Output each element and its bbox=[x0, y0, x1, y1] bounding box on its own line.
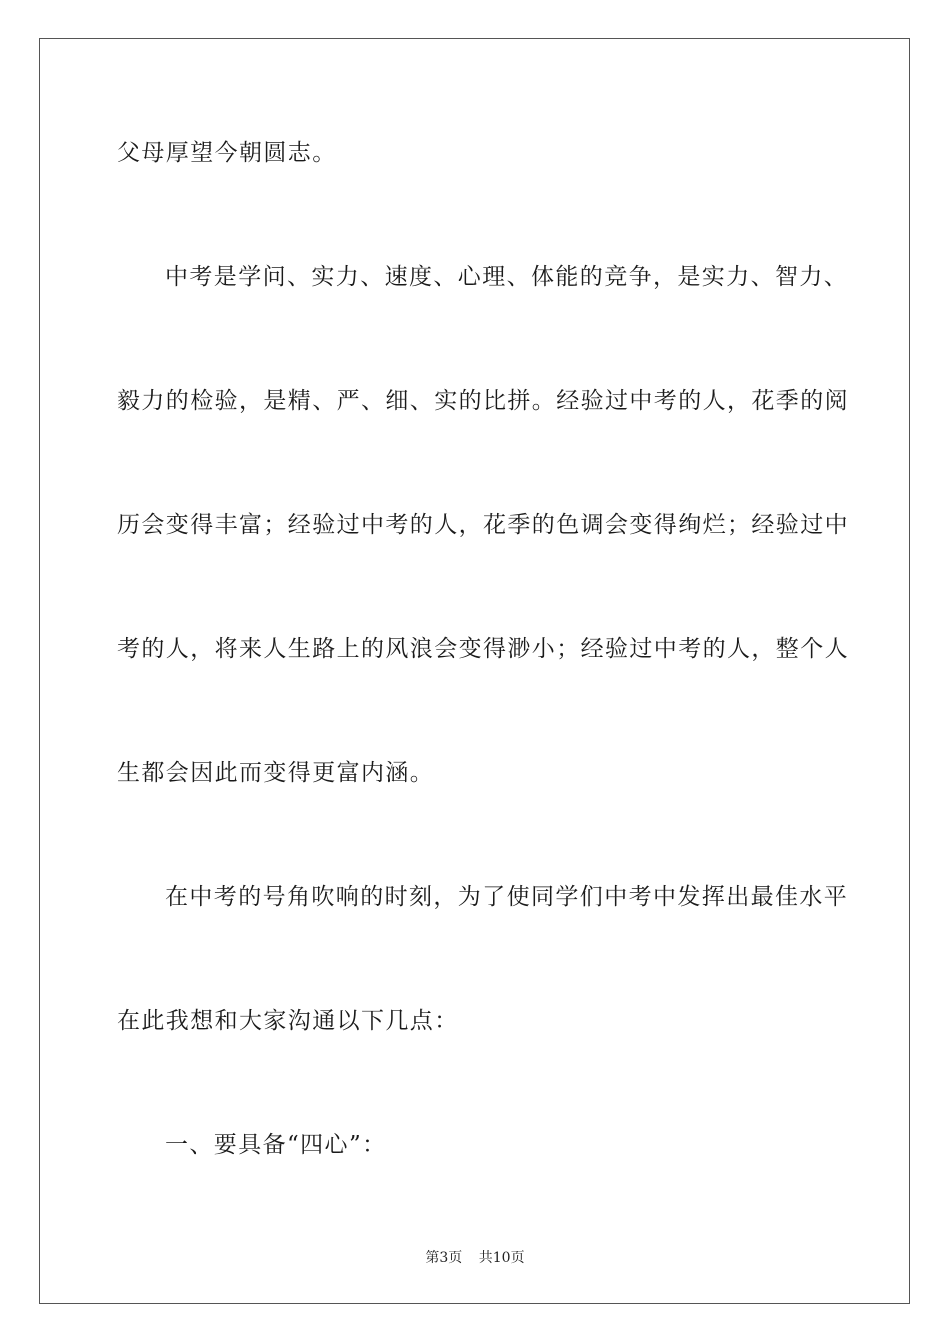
text-line-2: 中考是学问、实力、速度、心理、体能的竞争，是实力、智力、 bbox=[165, 264, 849, 290]
section-heading: 一、要具备“四心”： bbox=[165, 1132, 387, 1158]
page-footer bbox=[0, 1247, 950, 1267]
page-number: 第3页 bbox=[425, 1250, 463, 1266]
text-line-7: 在中考的号角吹响的时刻，为了使同学们中考中发挥出最佳水平 bbox=[165, 884, 849, 910]
text-line-1: 父母厚望今朝圆志。 bbox=[117, 140, 337, 166]
text-line-5: 考的人，将来人生路上的风浪会变得渺小；经验过中考的人，整个人 bbox=[117, 636, 849, 662]
text-line-3: 毅力的检验，是精、严、细、实的比拼。经验过中考的人，花季的阅 bbox=[117, 388, 849, 414]
text-line-4: 历会变得丰富；经验过中考的人，花季的色调会变得绚烂；经验过中 bbox=[117, 512, 849, 538]
text-line-6: 生都会因此而变得更富内涵。 bbox=[117, 760, 435, 786]
text-line-8: 在此我想和大家沟通以下几点： bbox=[117, 1008, 459, 1034]
page-total: 共10页 bbox=[478, 1250, 525, 1266]
page-border bbox=[39, 38, 910, 1304]
